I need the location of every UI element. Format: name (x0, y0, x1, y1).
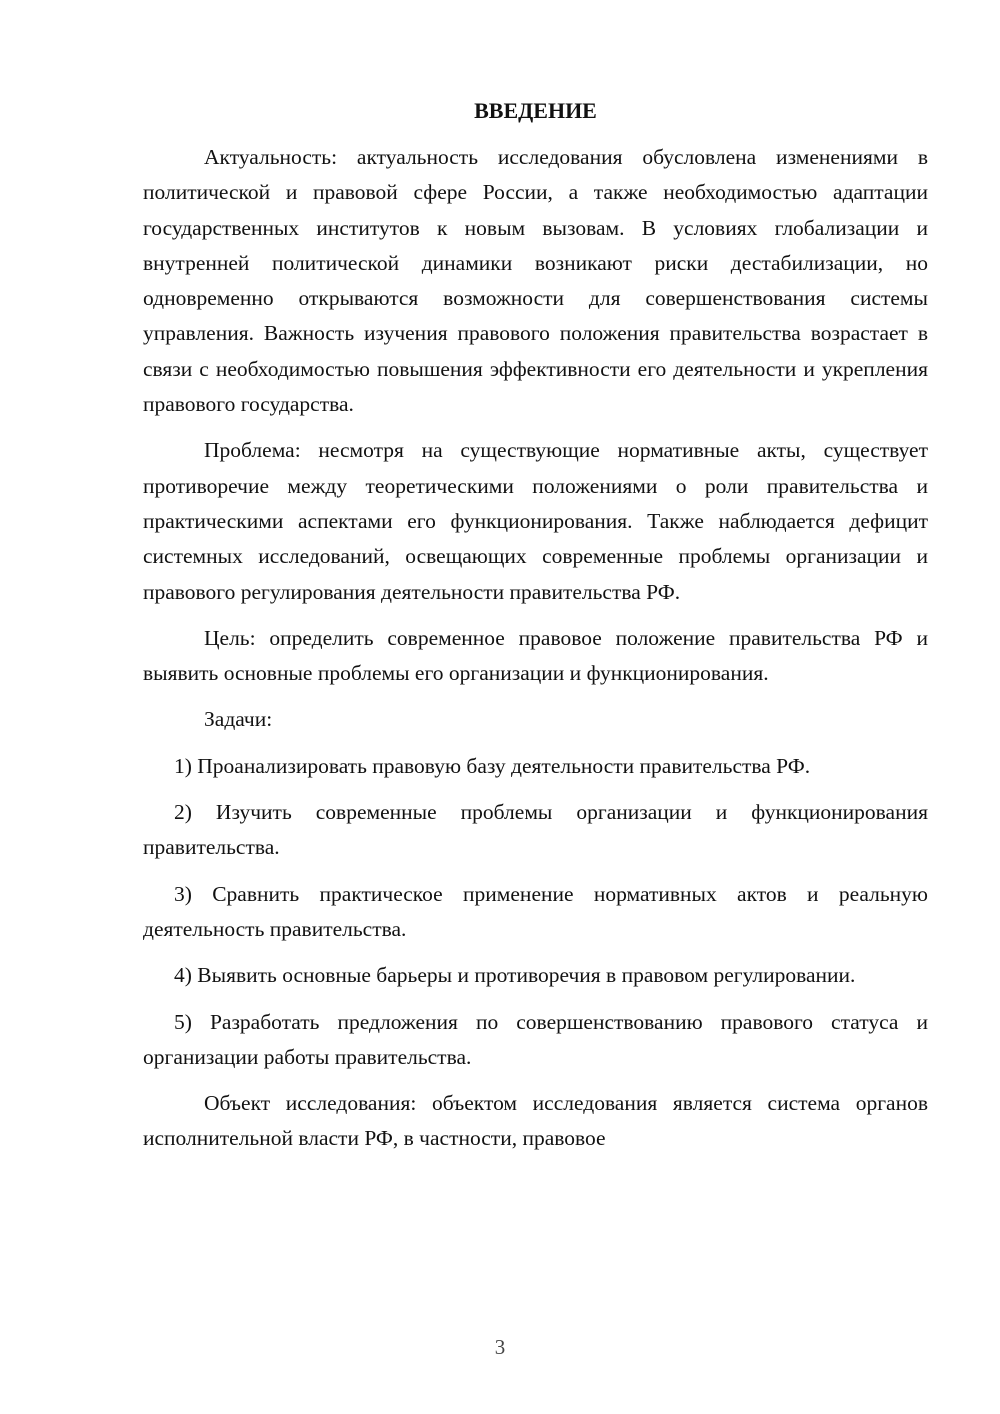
task-item: 4) Выявить основные барьеры и противоречия в правовом регулировании. (174, 963, 856, 988)
object-paragraph: Объект исследования: объектом исследования является система органов исполнительной власти РФ, в частности, правовое (143, 1091, 928, 1151)
task-item: 1) Проанализировать правовую базу деятельности правительства РФ. (174, 753, 811, 778)
task-item: 2) Изучить современные проблемы организации и функционирования правительства. (143, 800, 928, 860)
section-title: ВВЕДЕНИЕ (474, 98, 597, 123)
relevance-paragraph: Актуальность: актуальность исследования обусловлена изменениями в политической и правовой сфере России, а также необходимостью адаптации государственных институтов к новым вызовам. В условиях глобализации и внутренней политической динамики возникают риски дестабилизации, но одновременно открываются возможности для совершенствования системы управления. Важность изучения правового положения правительства возрастает в связи с необходимостью повышения эффективности его деятельности и укрепления правового государства. (143, 145, 928, 417)
problem-paragraph: Проблема: несмотря на существующие нормативные акты, существует противоречие между теоретическими положениями о роли правительства и практическими аспектами его функционирования. Также наблюдается дефицит системных исследований, освещающих современные проблемы организации и правового регулирования деятельности правительства РФ. (143, 438, 928, 604)
tasks-heading: Задачи: (204, 707, 273, 732)
document-page (143, 93, 928, 1157)
page-number: 3 (494, 1335, 506, 1359)
goal-paragraph: Цель: определить современное правовое положение правительства РФ и выявить основные проблемы его организации и функционирования. (143, 625, 928, 686)
task-item: 3) Сравнить практическое применение нормативных актов и реальную деятельность правительства. (143, 881, 928, 941)
task-item: 5) Разработать предложения по совершенствованию правового статуса и организации работы правительства. (143, 1009, 928, 1069)
